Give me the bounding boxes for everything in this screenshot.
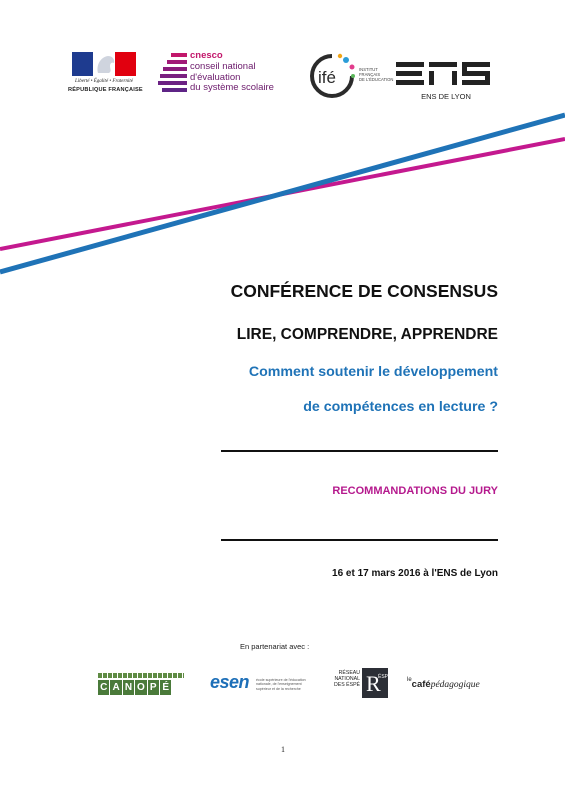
canope-tagline-bar (98, 673, 184, 678)
esen-description (256, 678, 306, 691)
ife-logo (306, 52, 394, 100)
cafe-word: café (411, 679, 431, 690)
reseau-line3: DES ÉSPÉ (334, 682, 360, 688)
canope-letter: C (98, 680, 109, 695)
ife-small-line3: DE L'ÉDUCATION (359, 76, 394, 82)
republique-name: RÉPUBLIQUE FRANÇAISE (68, 87, 143, 93)
section-heading: RECOMMANDATIONS DU JURY (332, 485, 498, 497)
canope-letters (98, 680, 171, 695)
cafe-le: le (407, 677, 412, 683)
ife-institute-text (359, 68, 393, 82)
partnership-label: En partenariat avec : (240, 642, 310, 651)
ife-small-line2: FRANÇAIS (359, 71, 381, 77)
canope-letter: P (148, 680, 159, 695)
blue-stripe (0, 115, 565, 272)
republique-motto: Liberté • Égalité • Fraternité (75, 79, 133, 84)
esen-logo (210, 670, 310, 700)
ens-label: ENS DE LYON (421, 92, 471, 101)
marianne-profile-icon (90, 54, 118, 74)
ens-mark-icon (394, 58, 494, 90)
reseau-line2: NATIONAL (334, 676, 360, 682)
cnesco-logo (158, 51, 308, 101)
esen-text-line3: supérieur et de la recherche (256, 686, 301, 691)
esen-wordmark: esen (210, 672, 250, 692)
document-title: CONFÉRENCE DE CONSENSUS (230, 281, 498, 301)
republique-francaise-logo (68, 52, 143, 100)
canope-logo (98, 673, 184, 699)
cafe-pedagogique-logo (407, 679, 480, 690)
question-line-1: Comment soutenir le développement (248, 364, 498, 380)
cnesco-line1: conseil national (190, 60, 256, 72)
question-line-2: de compétences en lecture ? (303, 399, 498, 415)
reseau-espe-logo (332, 668, 392, 700)
divider-bottom (221, 539, 498, 541)
esen-text-line1: école supérieure de l'éducation (256, 678, 306, 682)
canope-letter: É (160, 680, 171, 695)
ife-circle-icon (306, 52, 358, 100)
esen-text-line2: nationale, de l'enseignement (256, 682, 302, 687)
reseau-badge (362, 668, 392, 698)
cnesco-brand: cnesco (190, 50, 223, 61)
date-place: 16 et 17 mars 2016 à l'ENS de Lyon (332, 568, 498, 579)
cnesco-line2: d'évaluation (190, 71, 241, 83)
canope-letter: O (136, 682, 145, 693)
ens-lyon-logo (394, 58, 494, 102)
ife-mark: ifé (318, 68, 336, 87)
cnesco-bars-icon (158, 53, 188, 97)
reseau-text (332, 670, 360, 688)
reseau-letter: R (366, 671, 381, 696)
reseau-line1: RÉSEAU (338, 670, 360, 676)
page-number: 1 (281, 745, 285, 754)
canope-letter: A (110, 680, 121, 695)
document-subtitle: LIRE, COMPRENDRE, APPRENDRE (236, 326, 498, 343)
ens-mark: ENS (394, 58, 397, 59)
ife-small-line1: INSTITUT (359, 67, 378, 72)
cafe-pedagogique: pédagogique (430, 680, 480, 690)
divider-top (221, 450, 498, 452)
cnesco-line3: du système scolaire (190, 82, 274, 94)
canope-letter: N (123, 680, 134, 695)
reseau-badge-text: ÉSPÉ (378, 674, 392, 680)
